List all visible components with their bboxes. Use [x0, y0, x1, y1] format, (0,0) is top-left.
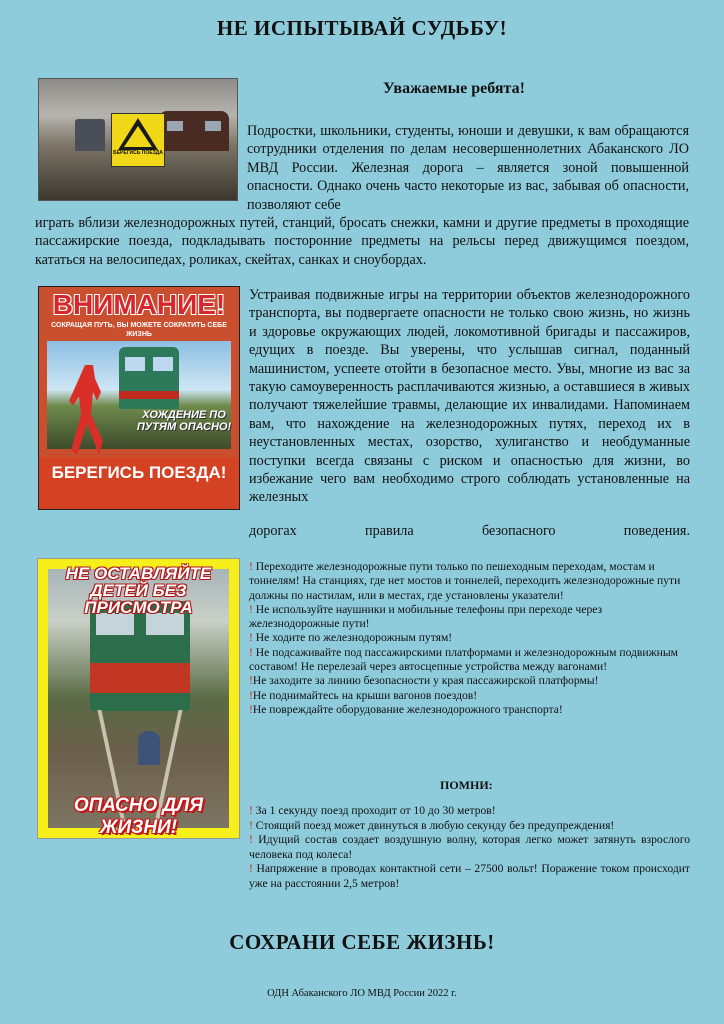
list-item: ! Переходите железнодорожные пути только по пешеходным переходам, мостам и тоннелям! На станциях, где нет мостов и тоннелей, переходить железнодорожные пути должны по настилам, или в местах, где установлены указатели!: [249, 560, 681, 602]
warning-paragraph-end: дорогах правила безопасного поведения.: [249, 523, 690, 539]
greeting-heading: Уважаемые ребята!: [383, 80, 525, 97]
list-item: !Не поднимайтесь на крыши вагонов поездов!: [249, 688, 478, 702]
poster-headline: ВНИМАНИЕ!: [52, 289, 226, 320]
train-left-graphic: [75, 119, 105, 151]
exclamation-mark: !: [249, 674, 253, 688]
exclamation-mark: !: [249, 818, 253, 832]
bottom-slogan: СОХРАНИ СЕБЕ ЖИЗНЬ!: [229, 930, 495, 954]
poster-footer: ОПАСНО ДЛЯ ЖИЗНИ!: [73, 795, 204, 838]
warning-paragraph: Устраивая подвижные игры на территории объектов железнодорожного транспорта, вы подвергаете опасности не только свою жизнь, но жизнь и здоровье окружающих людей, локомотивной бригады и пассажиров, едущих в поезде. Вы уверены, что услышав сигнал, поданный машинистом, успеете отойти в безопасное место. Увы, многие из вас за такую самоуверенность расплачиваются жизнью, а оставшиеся в живых получают тяжелейшие травмы, делающие их инвалидами. Напоминаем вам, что нахождение на железнодорожных путях, переход их в неустановленных местах, озорство, хулиганство и необдуманные поступки всегда связаны с риском и опасностью для жизни, во избежание чего вам необходимо строго соблюдать установленные на железных: [249, 287, 690, 506]
exclamation-mark: !: [249, 602, 253, 616]
list-item: ! Стоящий поезд может двинуться в любую секунду без предупреждения!: [249, 818, 615, 832]
child-figure: [138, 731, 160, 765]
footer-text: ОДН Абаканского ЛО МВД России 2022 г.: [267, 988, 457, 999]
running-person-icon: [67, 365, 107, 455]
locomotive-graphic: [90, 601, 190, 711]
exclamation-mark: !: [249, 560, 253, 573]
exclamation-mark: !: [249, 688, 253, 702]
page-title: НЕ ИСПЫТЫВАЙ СУДЬБУ!: [216, 16, 508, 40]
facts-list: [249, 804, 690, 892]
children-poster: [37, 558, 240, 839]
list-item: ! Напряжение в проводах контактной сети – 27500 вольт! Поражение током происходит уже на расстоянии 2,5 метров!: [249, 862, 690, 890]
exclamation-mark: !: [249, 702, 253, 716]
poster-footer: БЕРЕГИСЬ ПОЕЗДА!: [39, 457, 239, 509]
list-item: ! Не ходите по железнодорожным путям!: [249, 631, 453, 645]
exclamation-mark: !: [249, 804, 253, 817]
list-item: !Не заходите за линию безопасности у края пассажирской платформы!: [249, 674, 599, 688]
list-item: ! Не используйте наушники и мобильные телефоны при переходе через железнодорожные пути!: [249, 602, 603, 631]
rules-list: [249, 560, 694, 717]
train-right-graphic: [159, 111, 229, 151]
remember-heading: ПОМНИ:: [440, 778, 493, 792]
exclamation-mark: !: [249, 631, 253, 645]
list-item: !Не повреждайте оборудование железнодорожного транспорта!: [249, 702, 563, 716]
sign-text: БЕРЕГИСЬ ПОЕЗДА: [113, 150, 163, 156]
railway-sign-photo: [38, 78, 238, 201]
poster-slogan: ХОЖДЕНИЕ ПО ПУТЯМ ОПАСНО!: [136, 409, 232, 433]
list-item: ! За 1 секунду поезд проходит от 10 до 30 метров!: [249, 804, 496, 817]
exclamation-mark: !: [249, 645, 253, 659]
locomotive-graphic: [119, 347, 179, 409]
exclamation-mark: !: [249, 833, 253, 847]
exclamation-mark: !: [249, 862, 253, 876]
poster-headline: НЕ ОСТАВЛЯЙТЕ ДЕТЕЙ БЕЗ ПРИСМОТРА: [65, 564, 212, 617]
warning-sign: [111, 113, 165, 167]
list-item: ! Не подсаживайте под пассажирскими платформами и железнодорожным подвижным составом! Не перелезай через автосцепные устройства между вагонами!: [249, 645, 678, 674]
intro-paragraph-bottom: играть вблизи железнодорожных путей, станций, бросать снежки, камни и другие предметы в проходящие пассажирские поезда, подкладывать посторонние предметы на рельсы перед движущимся поездом, кататься на велосипедах, роликах, скейтах, санках и сноубордах.: [35, 215, 689, 268]
intro-paragraph-top: Подростки, школьники, студенты, юноши и девушки, к вам обращаются сотрудники отделения по делам несовершеннолетних Абаканского ЛО МВД России. Железная дорога – является зоной повышенной опасности. Однако очень часто некоторые из вас, забывая об опасности, позволяют себе: [247, 123, 689, 213]
attention-poster: [38, 286, 240, 510]
poster-subtitle: СОКРАЩАЯ ПУТЬ, ВЫ МОЖЕТЕ СОКРАТИТЬ СЕБЕ ЖИЗНЬ: [51, 322, 227, 338]
list-item: ! Идущий состав создает воздушную волну, которая легко может затянуть взрослого человека под колеса!: [249, 833, 691, 861]
